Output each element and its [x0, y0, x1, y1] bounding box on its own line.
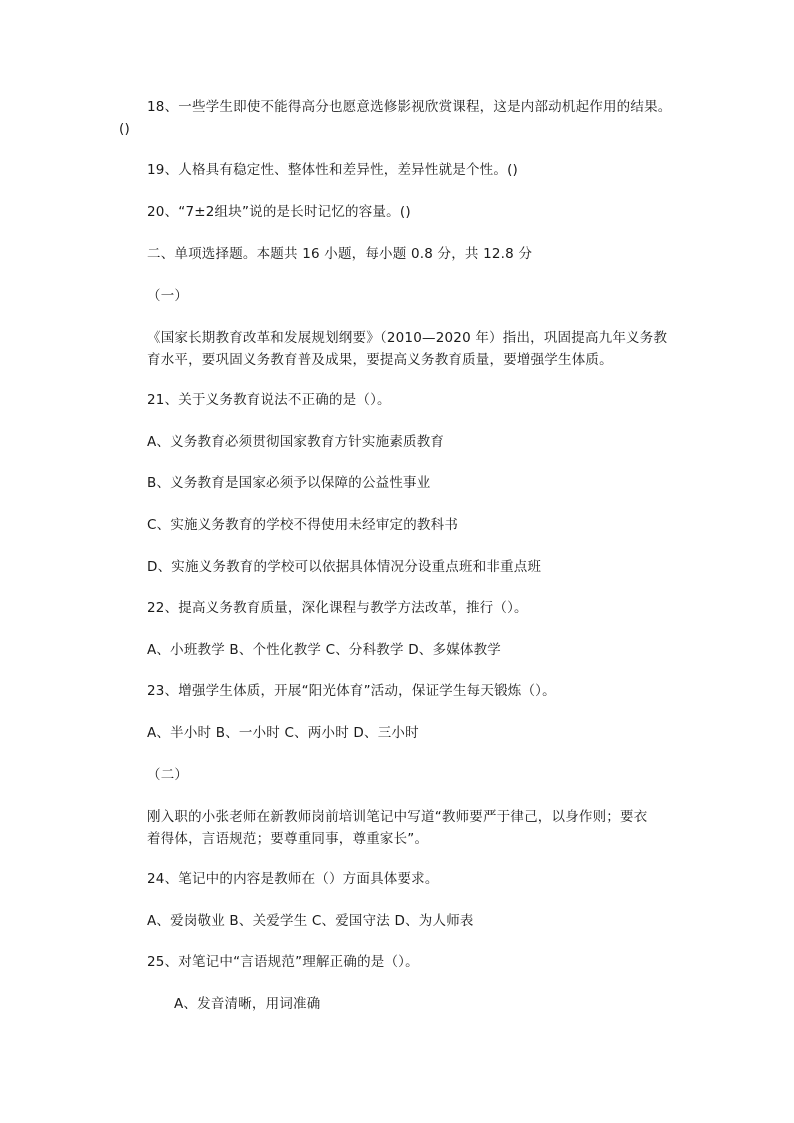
question-21-option-c: C、实施义务教育的学校不得使用未经审定的教科书 — [147, 517, 459, 533]
question-21-option-a: A、义务教育必须贯彻国家教育方针实施素质教育 — [147, 434, 445, 450]
question-23-options: A、半小时 B、一小时 C、两小时 D、三小时 — [147, 725, 419, 741]
question-24: 24、笔记中的内容是教师在（）方面具体要求。 — [147, 871, 439, 887]
section-2-heading: 二、单项选择题。本题共 16 小题，每小题 0.8 分，共 12.8 分 — [147, 246, 533, 262]
question-23: 23、增强学生体质，开展“阳光体育”活动，保证学生每天锻炼（）。 — [147, 683, 556, 699]
group-1-label: （一） — [147, 288, 189, 304]
question-22-options: A、小班教学 B、个性化教学 C、分科教学 D、多媒体教学 — [147, 642, 501, 658]
question-19: 19、人格具有稳定性、整体性和差异性，差异性就是个性。() — [147, 162, 519, 178]
group-2-label: （二） — [147, 767, 189, 783]
question-22: 22、提高义务教育质量，深化课程与教学方法改革，推行（）。 — [147, 600, 528, 616]
passage-1-line-1: 《国家长期教育改革和发展规划纲要》（2010—2020 年）指出，巩固提高九年义务教 — [147, 330, 668, 346]
question-21-option-b: B、义务教育是国家必须予以保障的公益性事业 — [147, 475, 431, 491]
question-25: 25、对笔记中“言语规范”理解正确的是（）。 — [147, 954, 419, 970]
question-24-options: A、爱岗敬业 B、关爱学生 C、爱国守法 D、为人师表 — [147, 913, 474, 929]
question-20: 20、“7±2组块”说的是长时记忆的容量。() — [147, 204, 411, 220]
question-21: 21、关于义务教育说法不正确的是（）。 — [147, 392, 391, 408]
question-18-line-2: () — [119, 121, 130, 137]
passage-2-line-2: 着得体，言语规范；要尊重同事，尊重家长”。 — [147, 831, 429, 847]
passage-1-line-2: 育水平，要巩固义务教育普及成果，要提高义务教育质量，要增强学生体质。 — [147, 352, 613, 368]
question-25-option-a: A、发音清晰，用词准确 — [174, 996, 321, 1012]
passage-2-line-1: 刚入职的小张老师在新教师岗前培训笔记中写道“教师要严于律己，以身作则；要衣 — [147, 809, 648, 825]
question-18-line-1: 18、一些学生即使不能得高分也愿意选修影视欣赏课程，这是内部动机起作用的结果。 — [147, 99, 672, 115]
question-21-option-d: D、实施义务教育的学校可以依据具体情况分设重点班和非重点班 — [147, 559, 542, 575]
